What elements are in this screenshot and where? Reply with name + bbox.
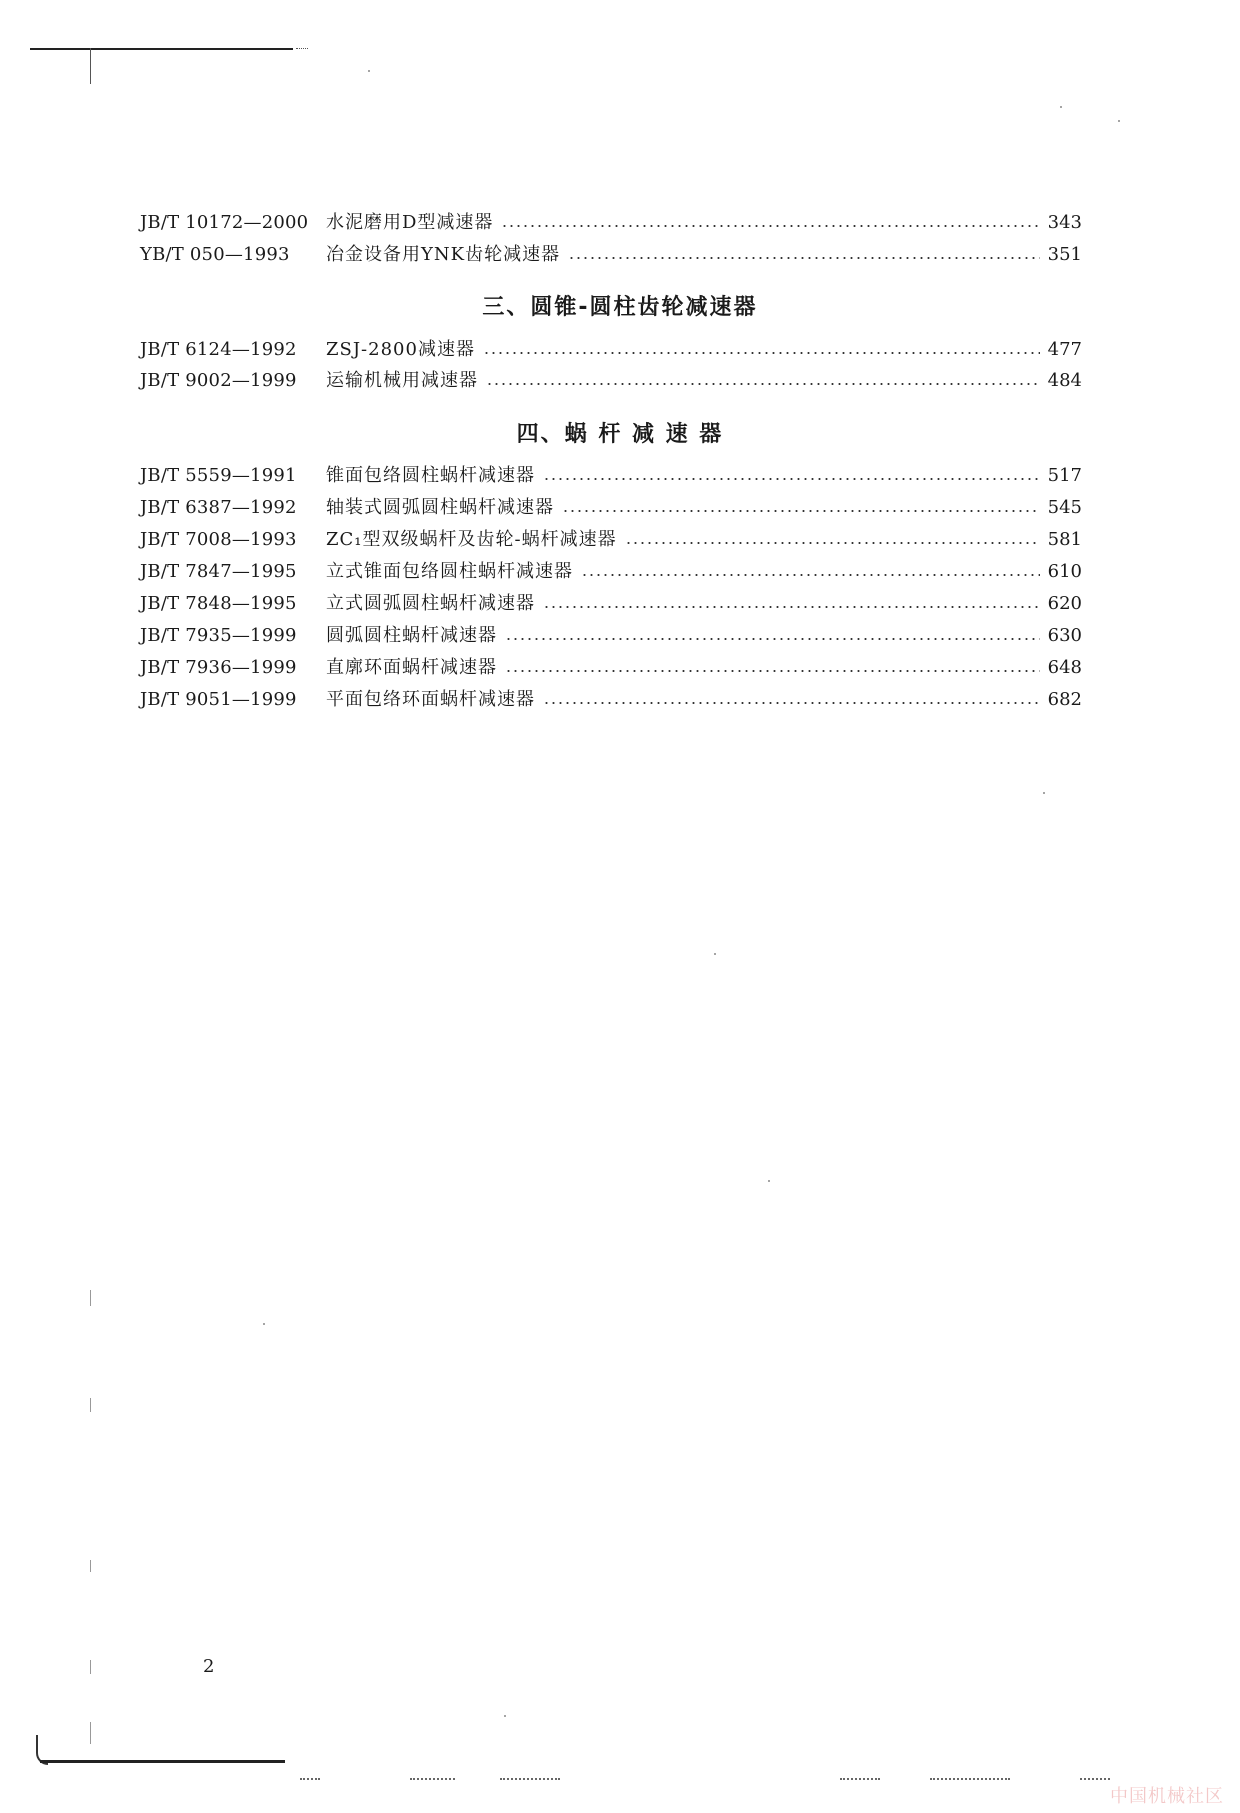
toc-entry-code: JB/T 7847—1995 — [140, 561, 297, 582]
toc-entry-title: 水泥磨用D型减速器 — [326, 212, 494, 233]
toc-dot-leader — [543, 478, 1040, 480]
toc-dot-leader — [486, 383, 1040, 385]
toc-entry[interactable] — [140, 336, 1082, 364]
toc-entry[interactable] — [140, 367, 1082, 395]
toc-entry-page: 484 — [1047, 370, 1082, 391]
scan-speck — [1060, 106, 1062, 108]
toc-entry-title: 圆弧圆柱蜗杆减速器 — [326, 625, 497, 646]
scan-edge-tick-left — [90, 1398, 91, 1412]
page-number: 2 — [203, 1656, 215, 1677]
scan-edge-tick-left — [90, 1660, 91, 1674]
scan-edge-dash-bottom — [840, 1778, 880, 1781]
toc-entry-title: 冶金设备用YNK齿轮减速器 — [326, 244, 561, 265]
scan-edge-tick-left — [90, 1290, 91, 1306]
scan-speck — [504, 1715, 506, 1717]
toc-dot-leader — [543, 702, 1040, 704]
toc-entry-title: 运输机械用减速器 — [326, 370, 478, 391]
scan-edge-tick-left — [90, 1560, 91, 1572]
toc-entry[interactable] — [140, 494, 1082, 522]
toc-entry-title: 轴装式圆弧圆柱蜗杆减速器 — [326, 497, 554, 518]
toc-entry[interactable] — [140, 462, 1082, 490]
toc-entry-code: JB/T 6387—1992 — [140, 497, 297, 518]
scan-edge-line-bottom — [40, 1760, 285, 1763]
scan-edge-tick-top — [90, 48, 91, 84]
scan-speck — [1118, 120, 1120, 122]
toc-entry-title: 立式圆弧圆柱蜗杆减速器 — [326, 593, 535, 614]
toc-entry-page: 343 — [1047, 212, 1082, 233]
scan-edge-dash-bottom — [1080, 1778, 1110, 1781]
toc-entry-page: 610 — [1047, 561, 1082, 582]
toc-entry[interactable] — [140, 686, 1082, 714]
toc-entry-code: JB/T 9051—1999 — [140, 689, 297, 710]
toc-entry-code: JB/T 7936—1999 — [140, 657, 297, 678]
toc-entry-code: JB/T 7008—1993 — [140, 529, 297, 550]
section-heading-4: 四、蜗 杆 减 速 器 — [516, 422, 724, 447]
toc-entry-title: ZC₁型双级蜗杆及齿轮-蜗杆减速器 — [326, 529, 617, 550]
scan-edge-dash-bottom — [500, 1778, 560, 1781]
toc-entry-page: 648 — [1047, 657, 1082, 678]
toc-entry-code: JB/T 10172—2000 — [140, 212, 309, 233]
toc-entry[interactable] — [140, 622, 1082, 650]
toc-dot-leader — [568, 257, 1040, 259]
toc-entry[interactable] — [140, 590, 1082, 618]
toc-entry-title: 立式锥面包络圆柱蜗杆减速器 — [326, 561, 573, 582]
toc-dot-leader — [483, 352, 1040, 354]
scan-speck — [263, 1323, 265, 1325]
toc-entry-page: 351 — [1047, 244, 1082, 265]
toc-entry-page: 630 — [1047, 625, 1082, 646]
scan-speck — [714, 953, 716, 955]
toc-entry-page: 620 — [1047, 593, 1082, 614]
toc-entry-code: JB/T 5559—1991 — [140, 465, 297, 486]
toc-entry[interactable] — [140, 654, 1082, 682]
toc-entry[interactable] — [140, 241, 1082, 269]
toc-dot-leader — [581, 574, 1040, 576]
toc-dot-leader — [505, 638, 1040, 640]
toc-entry-code: JB/T 7848—1995 — [140, 593, 297, 614]
scan-edge-dots-top — [296, 48, 308, 50]
toc-entry-page: 545 — [1047, 497, 1082, 518]
scan-speck — [768, 1180, 770, 1182]
toc-entry-page: 517 — [1047, 465, 1082, 486]
toc-dot-leader — [501, 225, 1040, 227]
watermark-text: 中国机械社区 — [1110, 1786, 1224, 1807]
toc-entry-code: YB/T 050—1993 — [140, 244, 290, 265]
toc-entry-code: JB/T 7935—1999 — [140, 625, 297, 646]
toc-entry[interactable] — [140, 526, 1082, 554]
scan-speck — [368, 70, 370, 72]
scan-edge-line-top — [30, 48, 293, 50]
toc-entry-title: ZSJ-2800减速器 — [326, 339, 475, 360]
toc-entry[interactable] — [140, 209, 1082, 237]
section-heading-3: 三、圆锥-圆柱齿轮减速器 — [482, 295, 758, 320]
toc-entry-title: 平面包络环面蜗杆减速器 — [326, 689, 535, 710]
toc-entry-code: JB/T 6124—1992 — [140, 339, 297, 360]
scan-edge-dash-bottom — [410, 1778, 455, 1781]
toc-entry-page: 477 — [1047, 339, 1082, 360]
toc-dot-leader — [562, 510, 1040, 512]
toc-entry-code: JB/T 9002—1999 — [140, 370, 297, 391]
scan-edge-dash-bottom — [300, 1778, 320, 1781]
scan-edge-tick-left — [90, 1722, 91, 1744]
scan-speck — [1043, 792, 1045, 794]
toc-entry-title: 锥面包络圆柱蜗杆减速器 — [326, 465, 535, 486]
scan-edge-dash-bottom — [930, 1778, 1010, 1781]
toc-entry-page: 581 — [1047, 529, 1082, 550]
toc-entry-page: 682 — [1047, 689, 1082, 710]
toc-dot-leader — [505, 670, 1040, 672]
toc-entry[interactable] — [140, 558, 1082, 586]
toc-dot-leader — [625, 542, 1040, 544]
toc-dot-leader — [543, 606, 1040, 608]
toc-entry-title: 直廓环面蜗杆减速器 — [326, 657, 497, 678]
